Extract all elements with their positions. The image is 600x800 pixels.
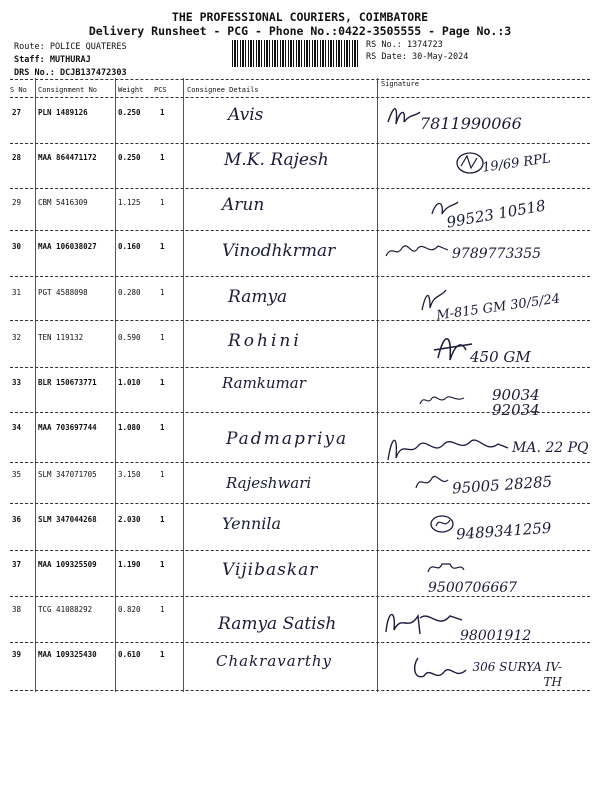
row-consignment: CBM 5416309: [38, 198, 88, 207]
row-pcs: 1: [160, 470, 165, 479]
signature-scribble: [384, 100, 424, 130]
header-top-rule: [10, 79, 590, 80]
signature-scribble: [418, 392, 468, 410]
signature-note: M-815 GM 30/5/24: [435, 291, 562, 324]
rs-number: RS No.: 1374723: [366, 40, 443, 50]
row-separator: [10, 412, 590, 413]
col-sno: S No: [10, 86, 27, 94]
drs-number: DRS No.: DCJB137472303: [14, 68, 127, 78]
row-separator: [10, 367, 590, 368]
row-separator: [10, 690, 590, 691]
col-signature: Signature: [381, 80, 419, 88]
signature-scribble: [382, 238, 452, 266]
row-sno: 30: [12, 242, 22, 251]
row-pcs: 1: [160, 108, 165, 117]
signature-scribble: [424, 558, 468, 578]
signature-note: 19/69 RPL: [481, 151, 552, 176]
row-consignment: MAA 109325509: [38, 560, 97, 569]
signature-scribble: [432, 330, 476, 364]
row-sno: 33: [12, 378, 22, 387]
row-consignment: PLN 1489126: [38, 108, 88, 117]
column-divider: [377, 78, 378, 692]
row-consignment: TEN 119132: [38, 333, 84, 342]
row-weight: 2.030: [118, 515, 141, 524]
row-separator: [10, 188, 590, 189]
row-consignment: MAA 864471172: [38, 153, 97, 162]
consignee-handwriting: Padmapriya: [226, 429, 349, 449]
route-label: Route: POLICE QUATERES: [14, 42, 127, 52]
row-separator: [10, 276, 590, 277]
signature-scribble: [412, 470, 452, 496]
signature-note: 9789773355: [452, 246, 542, 262]
row-weight: 3.150: [118, 470, 141, 479]
row-weight: 0.250: [118, 108, 141, 117]
column-divider: [183, 78, 184, 692]
row-pcs: 1: [160, 650, 165, 659]
row-consignment: SLM 347044268: [38, 515, 97, 524]
row-consignment: MAA 106038027: [38, 242, 97, 251]
row-sno: 28: [12, 153, 22, 162]
col-consignee: Consignee Details: [187, 86, 259, 94]
signature-note: 9500706667: [428, 580, 518, 596]
row-weight: 1.125: [118, 198, 141, 207]
signature-scribble: [380, 604, 466, 640]
row-sno: 34: [12, 423, 22, 432]
consignee-handwriting: Ramya: [228, 287, 288, 307]
row-weight: 0.160: [118, 242, 141, 251]
consignee-handwriting: Yennila: [222, 514, 282, 533]
signature-note: 306 SURYA IV-TH: [472, 660, 562, 689]
row-separator: [10, 503, 590, 504]
row-sno: 35: [12, 470, 22, 479]
signature-note: 90034 92034: [492, 386, 540, 419]
consignee-handwriting: Rajeshwari: [226, 474, 312, 492]
signature-scribble: [428, 512, 460, 538]
row-weight: 1.190: [118, 560, 141, 569]
row-weight: 1.010: [118, 378, 141, 387]
runsheet-title: Delivery Runsheet - PCG - Phone No.:0422-3505555 - Page No.:3: [88, 24, 512, 38]
signature-scribble: [410, 652, 472, 688]
row-pcs: 1: [160, 605, 165, 614]
row-sno: 29: [12, 198, 22, 207]
row-sno: 36: [12, 515, 22, 524]
signature-note: MA. 22 PQ: [512, 440, 589, 456]
row-pcs: 1: [160, 423, 165, 432]
signature-note: 95005 28285: [451, 472, 553, 498]
row-sno: 39: [12, 650, 22, 659]
row-separator: [10, 550, 590, 551]
consignee-handwriting: Chakravarthy: [216, 652, 333, 670]
row-consignment: PGT 4588098: [38, 288, 88, 297]
signature-scribble: [384, 430, 512, 466]
signature-scribble: [455, 150, 487, 178]
col-pcs: PCS: [154, 86, 167, 94]
row-pcs: 1: [160, 153, 165, 162]
row-separator: [10, 462, 590, 463]
row-separator: [10, 230, 590, 231]
row-pcs: 1: [160, 333, 165, 342]
row-pcs: 1: [160, 288, 165, 297]
row-sno: 38: [12, 605, 22, 614]
row-weight: 0.250: [118, 153, 141, 162]
company-title: THE PROFESSIONAL COURIERS, COIMBATORE: [171, 10, 429, 24]
row-consignment: MAA 109325430: [38, 650, 97, 659]
row-weight: 0.280: [118, 288, 141, 297]
row-separator: [10, 320, 590, 321]
row-pcs: 1: [160, 198, 165, 207]
signature-note: 99523 10518: [445, 196, 548, 232]
consignee-handwriting: Vinodhkrmar: [222, 241, 336, 261]
row-separator: [10, 642, 590, 643]
consignee-handwriting: Rohini: [228, 331, 302, 351]
row-pcs: 1: [160, 515, 165, 524]
row-consignment: MAA 703697744: [38, 423, 97, 432]
rs-date: RS Date: 30-May-2024: [366, 52, 469, 62]
column-divider: [35, 78, 36, 692]
consignee-handwriting: Ramya Satish: [218, 614, 337, 634]
col-consignment: Consignment No: [38, 86, 98, 94]
row-consignment: TCG 41088292: [38, 605, 93, 614]
row-sno: 37: [12, 560, 22, 569]
signature-note: 9489341259: [455, 518, 552, 544]
column-divider: [115, 78, 116, 692]
row-pcs: 1: [160, 242, 165, 251]
row-weight: 0.820: [118, 605, 141, 614]
col-weight: Weight: [118, 86, 144, 94]
consignee-handwriting: Avis: [228, 105, 264, 125]
consignee-handwriting: Ramkumar: [222, 374, 306, 392]
row-sno: 27: [12, 108, 22, 117]
row-pcs: 1: [160, 560, 165, 569]
consignee-handwriting: M.K. Rajesh: [224, 150, 329, 170]
row-separator: [10, 596, 590, 597]
row-separator: [10, 143, 590, 144]
consignee-handwriting: Arun: [222, 195, 265, 215]
row-consignment: BLR 150673771: [38, 378, 97, 387]
row-weight: 1.080: [118, 423, 141, 432]
barcode: [232, 40, 360, 67]
header-bottom-rule: [10, 97, 590, 98]
row-weight: 0.610: [118, 650, 141, 659]
row-consignment: SLM 347071705: [38, 470, 97, 479]
staff-label: Staff: MUTHURAJ: [14, 55, 91, 65]
signature-note: 450 GM: [470, 348, 531, 366]
row-sno: 31: [12, 288, 22, 297]
signature-scribble: [418, 286, 452, 316]
signature-scribble: [428, 196, 462, 222]
row-sno: 32: [12, 333, 22, 342]
consignee-handwriting: Vijibaskar: [222, 560, 319, 580]
signature-note: 98001912: [460, 628, 532, 644]
signature-note: 7811990066: [420, 114, 522, 133]
row-weight: 0.590: [118, 333, 141, 342]
row-pcs: 1: [160, 378, 165, 387]
